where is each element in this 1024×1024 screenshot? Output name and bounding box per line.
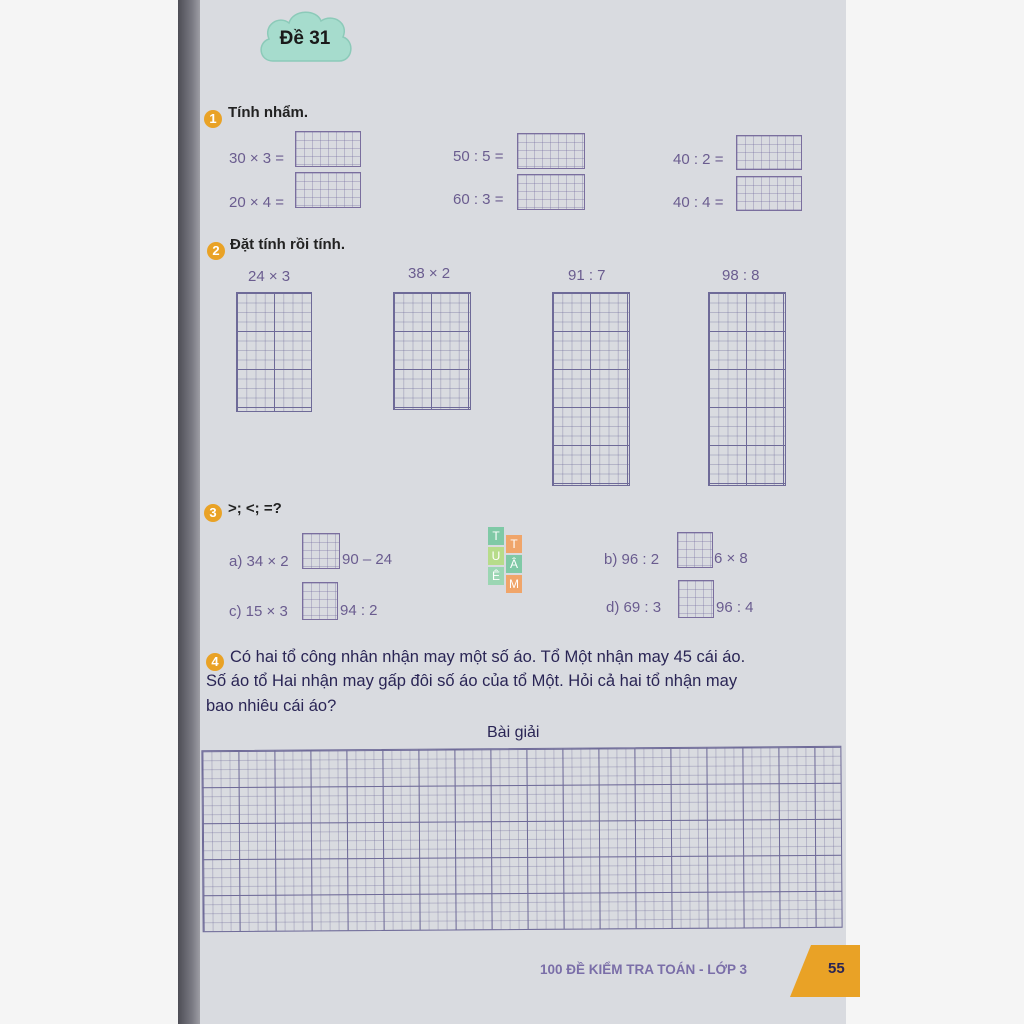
q2-calc-grid-2[interactable]	[393, 292, 471, 410]
q3-b-left: b) 96 : 2	[604, 551, 660, 568]
q3-c-compare-box[interactable]	[302, 582, 338, 620]
q1-answer-box-6[interactable]	[736, 176, 802, 211]
q2-expr-1: 24 × 3	[248, 268, 291, 285]
logo-letter-1: T	[488, 527, 504, 545]
logo-letter-6: M	[506, 575, 522, 593]
q1-expr-5: 60 : 3 =	[453, 191, 504, 208]
q1-expr-4: 20 × 4 =	[229, 194, 285, 211]
question-number-3: 3	[204, 504, 222, 522]
logo-letter-5: Ê	[488, 567, 504, 585]
q3-b-right: 6 × 8	[714, 550, 748, 567]
q1-answer-box-3[interactable]	[736, 135, 802, 170]
question-1-heading: Tính nhẩm.	[228, 104, 308, 121]
q3-d-left: d) 69 : 3	[606, 599, 662, 616]
q3-d-right: 96 : 4	[716, 599, 754, 616]
q1-answer-box-1[interactable]	[295, 131, 361, 167]
footer-book-title: 100 ĐỀ KIỂM TRA TOÁN - LỚP 3	[540, 962, 748, 977]
question-2-heading: Đặt tính rồi tính.	[230, 236, 345, 253]
q1-answer-box-5[interactable]	[517, 174, 585, 210]
q4-text-line-3: bao nhiêu cái áo?	[206, 697, 337, 715]
q2-expr-2: 38 × 2	[408, 265, 451, 282]
q1-answer-box-2[interactable]	[517, 133, 585, 169]
q4-text-line-2: Số áo tổ Hai nhận may gấp đôi số áo của tổ Một. Hỏi cả hai tổ nhận may	[206, 672, 738, 690]
page-number: 55	[828, 960, 845, 977]
q4-text-line-1: Có hai tổ công nhân nhận may một số áo. Tổ Một nhận may 45 cái áo.	[230, 648, 746, 666]
q2-calc-grid-1[interactable]	[236, 292, 312, 412]
logo-letter-3: U	[488, 547, 504, 565]
q1-expr-2: 50 : 5 =	[453, 148, 504, 165]
q1-expr-1: 30 × 3 =	[229, 150, 285, 167]
q2-calc-grid-4[interactable]	[708, 292, 786, 486]
q2-expr-4: 98 : 8	[722, 267, 760, 284]
q2-expr-3: 91 : 7	[568, 267, 606, 284]
logo-letter-4: Â	[506, 555, 522, 573]
solution-label: Bài giải	[487, 724, 540, 741]
q3-d-compare-box[interactable]	[678, 580, 714, 618]
q3-b-compare-box[interactable]	[677, 532, 713, 568]
q2-calc-grid-3[interactable]	[552, 292, 630, 486]
book-spine-shadow	[178, 0, 202, 1024]
logo-letter-2: T	[506, 535, 522, 553]
q1-answer-box-4[interactable]	[295, 172, 361, 208]
page-title: Đề 31	[279, 28, 331, 49]
publisher-logo	[488, 527, 536, 603]
solution-writing-grid[interactable]	[201, 746, 842, 932]
q1-expr-3: 40 : 2 =	[673, 151, 724, 168]
q3-c-right: 94 : 2	[340, 602, 378, 619]
question-number-4: 4	[206, 653, 224, 671]
q3-c-left: c) 15 × 3	[229, 603, 288, 620]
right-background	[846, 0, 1024, 1024]
question-3-heading: >; <; =?	[228, 500, 282, 517]
q3-a-left: a) 34 × 2	[229, 553, 289, 570]
left-background	[0, 0, 178, 1024]
q1-expr-6: 40 : 4 =	[673, 194, 724, 211]
q3-a-right: 90 – 24	[342, 551, 393, 568]
q3-a-compare-box[interactable]	[302, 533, 340, 569]
question-number-2: 2	[207, 242, 225, 260]
question-number-1: 1	[204, 110, 222, 128]
